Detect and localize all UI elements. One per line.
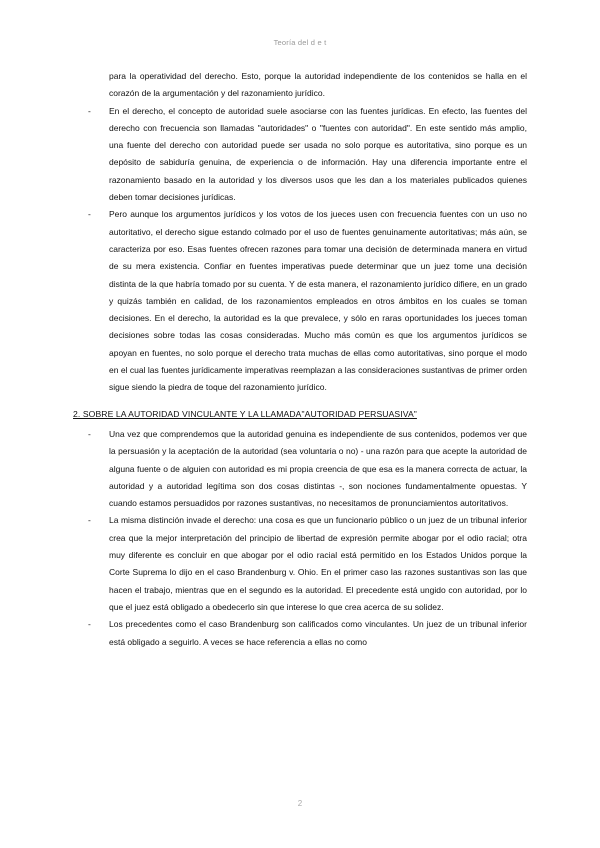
page-number: 2	[297, 799, 303, 808]
bullet-text: En el derecho, el concepto de autoridad suele asociarse con las fuentes jurídicas. En efecto, las fuentes del derecho con frecuencia son llamadas "autoridades" o "fuentes con autoridad". En este sentido más amplio, una fuente del derecho con autoridad puede ser usada no solo porque es autoritativa, sino porque es un depósito de sabiduría genuina, de experiencia o de información. Hay una diferencia importante entre el razonamiento basado en la autoridad y los diversos usos que les dan a los materiales publicados quienes deben tomar decisiones jurídicas.	[109, 105, 527, 203]
bullet-item	[73, 616, 527, 651]
document-body	[73, 68, 527, 651]
bullet-dash: -	[88, 209, 91, 220]
running-header: Teoría del d e t	[273, 38, 327, 47]
bullet-text: La misma distinción invade el derecho: una cosa es que un funcionario público o un juez de un tribunal inferior crea que la mejor interpretación del principio de libertad de expresión permite abogar por el odio racial; otra muy diferente es concluir en que abogar por el odio racial está permitido en los Estados Unidos porque la Corte Suprema lo dijo en el caso Brandenburg v. Ohio. En el primer caso las razones sustantivas son las que hacen el trabajo, mientras que en el segundo es la autoridad. El precedente está ungido con autoridad, por lo que el juez está obligado a obedecerlo sin que interese lo que crea acerca de su solidez.	[109, 515, 527, 612]
bullet-item	[73, 512, 527, 616]
bullet-item	[73, 206, 527, 396]
bullet-text: Los precedentes como el caso Brandenburg son calificados como vinculantes. Un juez de un tribunal inferior está obligado a seguirlo. A veces se hace referencia a ellas no como	[109, 619, 527, 647]
bullet-item	[73, 103, 527, 207]
bullet-item	[73, 426, 527, 512]
bullet-dash: -	[88, 515, 91, 526]
bullet-text: Pero aunque los argumentos jurídicos y los votos de los jueces usen con frecuencia fuentes con un uso no autoritativo, el derecho sigue estando colmado por el uso de fuentes genuinamente autoritativas; más aún, se caracteriza por eso. Esas fuentes ofrecen razones para tomar una decisión de determinada manera en virtud de su mera existencia. Confiar en fuentes imperativas puede determinar que un juez tome una decisión distinta de la que habría tomado por su cuenta. Y de esta manera, el razonamiento jurídico difiere, en un grado y quizás también en calidad, de los razonamientos empleados en otros ámbitos en los cuales se toman decisiones. En el derecho, la autoridad es la que prevalece, y sólo en raras oportunidades los jueces toman decisiones sobre todas las cosas consideradas. Mucho más común es que los argumentos jurídicos se apoyan en fuentes, no solo porque el derecho trata muchas de ellas como autoritativas, sino porque el modo en el cual las fuentes jurídicamente imperativas reemplazan a las consideraciones sustantivas de primer orden sigue siendo la piedra de toque del razonamiento jurídico.	[109, 209, 527, 393]
bullet-dash: -	[88, 619, 91, 630]
bullet-text: Una vez que comprendemos que la autoridad genuina es independiente de sus contenidos, podemos ver que la persuasión y la aceptación de la autoridad (sea voluntaria o no) - una razón para que acepte la autoridad de alguna fuente o de alguien con autoridad es mi propia creencia de que esa es la manera correcta de actuar, la autoridad y a autoridad legítima son dos cosas distintas -, son nociones fundamentalmente opuestas. Y cuando estamos persuadidos por razones sustantivas, no necesitamos de pronunciamientos autoritativos.	[109, 428, 527, 509]
section-heading: 2. SOBRE LA AUTORIDAD VINCULANTE Y LA LLAMADA"AUTORIDAD PERSUASIVA"	[73, 408, 417, 419]
bullet-dash: -	[88, 105, 91, 116]
bullet-dash: -	[88, 428, 91, 439]
intro-continuation: para la operatividad del derecho. Esto, porque la autoridad independiente de los contenidos se halla en el corazón de la argumentación y del razonamiento jurídico.	[109, 71, 527, 99]
